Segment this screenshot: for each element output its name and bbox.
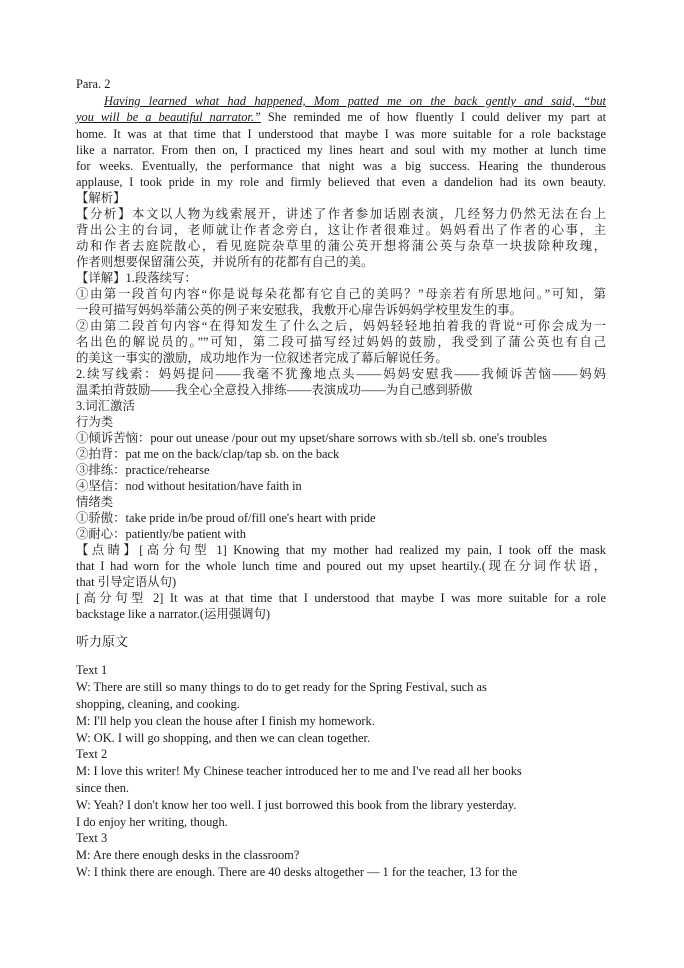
dialogue-line: W: There are still so many things to do to get ready for the Spring Festival, such as — [76, 680, 487, 694]
dialogue-line: M: I love this writer! My Chinese teacher introduced her to me and I've read all her books — [76, 764, 522, 778]
dialogue-line: M: I'll help you clean the house after I finish my homework. — [76, 714, 375, 728]
highlight-line: that 引导定语从句) — [76, 575, 177, 589]
analysis-line: 背出公主的台词，老师就让作者念旁白，这让作者很难过。妈妈看出了作者的心事，主 — [76, 223, 606, 237]
para-line — [104, 93, 606, 109]
para-line: applause, I took pride in my role and firmly believed that even a dandelion had its own beauty. — [76, 175, 606, 189]
vocab-item: ①骄傲：take pride in/be proud of/fill one's heart with pride — [76, 511, 376, 525]
para-line: like a narrator. From then on, I practiced my lines heart and soul with my mother at lunch time — [76, 143, 606, 157]
analysis-heading: 【解析】 — [76, 191, 126, 205]
analysis-line: 温柔拍背鼓励——我全心全意投入排练——表演成功——为自己感到骄傲 — [76, 383, 473, 397]
vocab-item: ③排练：practice/rehearse — [76, 463, 210, 477]
dialogue-line: shopping, cleaning, and cooking. — [76, 697, 240, 711]
dialogue-line: since then. — [76, 781, 129, 795]
vocab-category: 行为类 — [76, 415, 114, 429]
analysis-line: 2.续写线索：妈妈提问——我毫不犹豫地点头——妈妈安慰我——我倾诉苦恼——妈妈 — [76, 367, 606, 381]
analysis-line: ②由第二段首句内容“在得知发生了什么之后，妈妈轻轻地拍着我的背说“可你会成为一 — [76, 319, 606, 333]
highlight-line: that I had worn for the whole lunch time and poured out my upset heartily.(现在分词作状语， — [76, 559, 606, 573]
italic-sentence: Having learned what had happened, Mom patted me on the back gently and said, “but — [104, 94, 606, 108]
para-text: She reminded me of how fluently I could deliver my part at — [260, 110, 607, 124]
vocab-item: ①倾诉苦恼：pour out unease /pour out my upset/share sorrows with sb./tell sb. one's troubles — [76, 431, 547, 445]
highlight-line: 【点睛】[高分句型 1] Knowing that my mother had realized my pain, I took off the mask — [76, 543, 606, 557]
analysis-line: 【分析】本文以人物为线索展开，讲述了作者参加话剧表演，几经努力仍然无法在台上 — [76, 207, 606, 221]
analysis-line: ①由第一段首句内容“你是说每朵花都有它自己的美吗？”母亲若有所思地问。”可知，第 — [76, 287, 606, 301]
text-label: Text 3 — [76, 831, 108, 845]
analysis-line: 名出色的解说员的。””可知，第二段可描写经过妈妈的鼓励，我受到了蒲公英也有自己 — [76, 335, 606, 349]
highlight-line: backstage like a narrator.(运用强调句) — [76, 607, 271, 621]
vocab-item: ②拍背：pat me on the back/clap/tap sb. on the back — [76, 447, 340, 461]
analysis-line: 一段可描写妈妈举蒲公英的例子来安慰我，我敷开心扉告诉妈妈学校里发生的事。 — [76, 303, 523, 317]
text-label: Text 2 — [76, 747, 108, 761]
para-line: for weeks. Eventually, the performance that night was a big success. Hearing the thunderous — [76, 159, 606, 173]
para-label: Para. 2 — [76, 77, 111, 91]
analysis-line: 的美这一事实的激励，成功地作为一位叙述者完成了幕后解说任务。 — [76, 351, 448, 365]
vocab-heading: 3.词汇激活 — [76, 399, 135, 413]
vocab-category: 情绪类 — [76, 495, 114, 509]
para-line — [76, 109, 606, 125]
highlight-line: [高分句型 2] It was at that time that I understood that maybe I was more suitable for a role — [76, 591, 606, 605]
analysis-line: 动和作者去庭院散心，看见庭院杂草里的蒲公英开想将蒲公英与杂草一块拔除种玫瑰， — [76, 239, 606, 253]
dialogue-line: W: Yeah? I don't know her too well. I just borrowed this book from the library yesterday. — [76, 798, 517, 812]
analysis-line: 作者则想要保留蒲公英，并说所有的花都有自己的美。 — [76, 255, 374, 269]
vocab-item: ④坚信：nod without hesitation/have faith in — [76, 479, 302, 493]
dialogue-line: W: OK. I will go shopping, and then we can clean together. — [76, 731, 371, 745]
text-label: Text 1 — [76, 663, 108, 677]
vocab-item: ②耐心：patiently/be patient with — [76, 527, 246, 541]
listening-heading: 听力原文 — [76, 634, 129, 649]
dialogue-line: I do enjoy her writing, though. — [76, 815, 228, 829]
italic-sentence: you will be a beautiful narrator.” — [76, 110, 261, 124]
dialogue-line: W: I think there are enough. There are 40 desks altogether — 1 for the teacher, 13 for the — [76, 865, 518, 879]
para-line: home. It was at that time that I understood that maybe I was more suitable for a role backstage — [76, 127, 606, 141]
dialogue-line: M: Are there enough desks in the classroom? — [76, 848, 300, 862]
detail-heading: 【详解】1.段落续写： — [76, 271, 197, 285]
